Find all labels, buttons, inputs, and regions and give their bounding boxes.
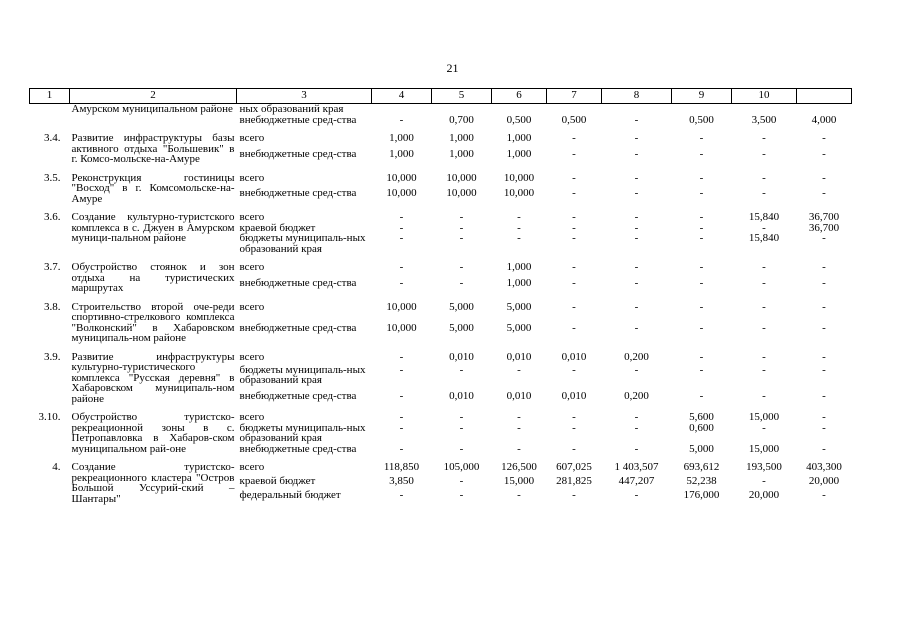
value-cell: 0,010 — [449, 389, 474, 402]
funding-source: всего — [239, 211, 265, 223]
value-cell: - — [634, 113, 639, 126]
value-cell: - — [822, 132, 826, 144]
value-cell: - — [459, 421, 464, 434]
value-cell: - — [572, 221, 576, 234]
value-cell: - — [634, 147, 639, 160]
value-cell: - — [699, 389, 704, 402]
value-cell: - — [399, 261, 404, 273]
value-cell: - — [634, 442, 639, 455]
funding-source: ных образований края — [239, 103, 344, 115]
value-cell: - — [634, 276, 639, 289]
value-cell: - — [762, 363, 766, 376]
funding-source: всего — [239, 132, 265, 144]
header-cell: 5 — [432, 89, 492, 104]
value-cell: 447,207 — [618, 475, 655, 487]
value-cell: 10,000 — [386, 187, 417, 200]
funding-source: внебюджетные сред-ства — [239, 147, 357, 160]
value-cell: - — [572, 132, 576, 144]
value-cell: 1,000 — [389, 147, 414, 160]
value-cell: 0,600 — [689, 421, 714, 434]
value-cell: - — [399, 350, 404, 363]
value-cell: 5,000 — [689, 442, 714, 455]
value-cell: - — [822, 147, 826, 160]
value-cell: 0,700 — [449, 113, 474, 126]
item-number: 3.10. — [38, 411, 61, 423]
value-cell: 1,000 — [506, 147, 532, 160]
value-cell: - — [399, 389, 404, 402]
value-cell: 3,500 — [751, 113, 777, 126]
value-cell: - — [822, 261, 826, 273]
value-cell: - — [399, 489, 404, 501]
value-cell: - — [762, 389, 766, 402]
value-cell: - — [699, 147, 704, 160]
table-row — [30, 302, 852, 323]
value-cell: 607,025 — [556, 461, 592, 473]
value-cell: 10,000 — [446, 171, 477, 184]
value-cell: 5,000 — [506, 321, 532, 334]
value-cell: - — [762, 350, 766, 363]
funding-source: бюджеты муниципаль-ных образований края — [239, 363, 366, 387]
value-cell: - — [572, 442, 576, 455]
item-number: 3.5. — [44, 171, 61, 184]
table-row — [30, 212, 852, 223]
value-cell: - — [762, 475, 766, 487]
value-cell: 36,700 — [808, 211, 840, 223]
value-cell: - — [517, 442, 521, 455]
value-cell: - — [634, 421, 639, 434]
value-cell: - — [399, 411, 404, 423]
value-cell: 5,000 — [449, 321, 474, 334]
item-name: Создание культурно-туристского комплекса в с. Джуен в Амурском муници-пальном районе — [71, 211, 235, 244]
value-cell: - — [822, 321, 826, 334]
value-cell: 1,000 — [506, 276, 532, 289]
value-cell: - — [699, 211, 704, 223]
value-cell: - — [572, 411, 576, 423]
funding-source: всего — [239, 171, 265, 184]
value-cell: - — [459, 363, 464, 376]
value-cell: - — [699, 232, 704, 244]
table-row — [30, 173, 852, 189]
value-cell: - — [634, 221, 639, 234]
value-cell: - — [634, 211, 639, 223]
value-cell: 126,500 — [501, 461, 537, 473]
value-cell: 10,000 — [503, 187, 535, 200]
value-cell: - — [459, 489, 464, 501]
value-cell: - — [699, 300, 704, 313]
value-cell: 0,010 — [449, 350, 474, 363]
value-cell: - — [459, 232, 464, 244]
value-cell — [602, 104, 672, 115]
item-name: Развитие инфраструктуры культурно-туристического комплекса "Русская деревня" в Хабаровском муниципаль-ном районе — [71, 350, 235, 405]
item-number: 3.4. — [44, 132, 61, 144]
value-cell: 1,000 — [506, 261, 532, 273]
value-cell: - — [517, 363, 521, 376]
item-number: 4. — [52, 461, 61, 473]
value-cell: - — [634, 321, 639, 334]
value-cell: - — [634, 171, 639, 184]
value-cell: 0,010 — [506, 389, 532, 402]
value-cell: - — [572, 232, 576, 244]
value-cell: - — [517, 211, 521, 223]
funding-source: всего — [239, 461, 265, 473]
value-cell: - — [399, 211, 404, 223]
value-cell: - — [459, 221, 464, 234]
header-cell: 2 — [70, 89, 237, 104]
funding-source: внебюджетные сред-ства — [239, 187, 357, 200]
value-cell: - — [459, 442, 464, 455]
value-cell: - — [459, 475, 464, 487]
value-cell: 3,850 — [389, 475, 414, 487]
funding-source: внебюджетные сред-ства — [239, 442, 357, 455]
value-cell: 176,000 — [683, 489, 720, 501]
header-cell: 6 — [492, 89, 547, 104]
funding-source: краевой бюджет — [239, 221, 316, 234]
page-number: 21 — [446, 61, 459, 75]
funding-source: всего — [239, 261, 265, 273]
table-row — [30, 104, 852, 115]
item-number: 3.9. — [44, 350, 61, 363]
item-number: 3.6. — [44, 211, 61, 223]
value-cell: - — [459, 411, 464, 423]
value-cell: - — [634, 232, 639, 244]
value-cell: - — [634, 132, 639, 144]
value-cell: 1,000 — [506, 132, 532, 144]
value-cell: 10,000 — [503, 171, 535, 184]
value-cell: - — [517, 232, 521, 244]
header-cell: 7 — [547, 89, 602, 104]
value-cell: - — [762, 421, 766, 434]
value-cell: - — [762, 171, 766, 184]
value-cell — [732, 104, 797, 115]
value-cell: 10,000 — [386, 321, 417, 334]
value-cell: - — [762, 261, 766, 273]
value-cell: - — [699, 363, 704, 376]
value-cell: - — [572, 300, 576, 313]
value-cell: - — [699, 187, 704, 200]
value-cell: - — [572, 321, 576, 334]
item-name: Амурском муниципальном районе — [71, 103, 233, 115]
value-cell: 10,000 — [446, 187, 477, 200]
value-cell: 0,500 — [689, 113, 714, 126]
value-cell: - — [399, 276, 404, 289]
value-cell: 4,000 — [811, 113, 837, 126]
value-cell: 693,612 — [683, 461, 720, 473]
value-cell: 5,000 — [506, 300, 532, 313]
item-name: Развитие инфраструктуры базы активного отдыха "Большевик" в г. Комсо-мольске-на-Амуре — [71, 132, 235, 165]
budget-table — [29, 88, 852, 504]
table-row — [30, 262, 852, 278]
value-cell: - — [517, 421, 521, 434]
funding-source: бюджеты муниципаль-ных образований края — [239, 232, 366, 255]
value-cell: 403,300 — [806, 461, 842, 473]
value-cell: 15,840 — [748, 232, 780, 244]
table-row — [30, 133, 852, 149]
value-cell: - — [572, 261, 576, 273]
value-cell: - — [634, 187, 639, 200]
value-cell: - — [572, 363, 576, 376]
value-cell: - — [572, 147, 576, 160]
header-cell — [797, 89, 852, 104]
funding-source: всего — [239, 411, 265, 423]
value-cell: - — [399, 442, 404, 455]
value-cell: - — [517, 221, 521, 234]
value-cell: - — [699, 171, 704, 184]
value-cell: - — [699, 132, 704, 144]
value-cell: - — [762, 300, 766, 313]
value-cell: - — [822, 232, 826, 244]
item-number: 3.7. — [44, 261, 61, 273]
value-cell: - — [699, 221, 704, 234]
value-cell: - — [517, 489, 521, 501]
value-cell — [797, 104, 852, 115]
value-cell: 5,600 — [689, 411, 714, 423]
value-cell: - — [572, 489, 576, 501]
value-cell: 0,010 — [561, 389, 587, 402]
funding-source: всего — [239, 300, 265, 313]
value-cell — [547, 104, 602, 115]
value-cell: - — [699, 321, 704, 334]
value-cell: 10,000 — [386, 171, 417, 184]
item-name: Обустройство стоянок и зон отдыха на туристических маршрутах — [71, 261, 235, 294]
value-cell: - — [822, 363, 826, 376]
funding-source: краевой бюджет — [239, 475, 316, 487]
value-cell: 1 403,507 — [614, 461, 659, 473]
header-cell: 1 — [30, 89, 70, 104]
value-cell: - — [822, 489, 826, 501]
value-cell: 1,000 — [449, 132, 474, 144]
value-cell: 0,200 — [624, 350, 649, 363]
value-cell: - — [634, 489, 639, 501]
item-name: Создание туристско-рекреационного кластера "Остров Большой Уссурий-ский – Шантары" — [71, 461, 235, 505]
value-cell: - — [762, 321, 766, 334]
value-cell: 20,000 — [808, 475, 840, 487]
funding-source: внебюджетные сред-ства — [239, 113, 357, 126]
value-cell: 15,000 — [503, 475, 535, 487]
value-cell: 15,000 — [748, 411, 780, 423]
value-cell: - — [459, 211, 464, 223]
value-cell: 5,000 — [449, 300, 474, 313]
value-cell: - — [572, 276, 576, 289]
value-cell: - — [399, 113, 404, 126]
value-cell: - — [822, 171, 826, 184]
value-cell: 105,000 — [443, 461, 480, 473]
value-cell: - — [762, 276, 766, 289]
value-cell — [672, 104, 732, 115]
value-cell: - — [399, 421, 404, 434]
funding-source: внебюджетные сред-ства — [239, 276, 357, 289]
value-cell: 0,200 — [624, 389, 649, 402]
value-cell: - — [517, 411, 521, 423]
value-cell: - — [822, 300, 826, 313]
value-cell: - — [634, 363, 639, 376]
value-cell — [372, 104, 432, 115]
value-cell: 15,840 — [748, 211, 780, 223]
header-cell: 8 — [602, 89, 672, 104]
value-cell: - — [572, 211, 576, 223]
header-cell: 9 — [672, 89, 732, 104]
value-cell: 281,825 — [556, 475, 592, 487]
header-cell: 4 — [372, 89, 432, 104]
value-cell: - — [634, 411, 639, 423]
value-cell: 118,850 — [383, 461, 420, 473]
header-cell: 10 — [732, 89, 797, 104]
value-cell: 0,500 — [561, 113, 587, 126]
value-cell: - — [762, 132, 766, 144]
value-cell: - — [459, 261, 464, 273]
value-cell: - — [699, 276, 704, 289]
funding-source: федеральный бюджет — [239, 489, 341, 501]
item-name: Обустройство туристско-рекреационной зоны в с. Петропавловка в Хабаров-ском муниципальном рай-оне — [71, 411, 235, 455]
header-cell: 3 — [237, 89, 372, 104]
funding-source: внебюджетные сред-ства — [239, 321, 357, 334]
value-cell: 1,000 — [449, 147, 474, 160]
value-cell: - — [822, 442, 826, 455]
value-cell: 1,000 — [389, 132, 414, 144]
value-cell: - — [399, 363, 404, 376]
table-header — [30, 89, 852, 104]
item-name: Реконструкция гостиницы "Восход" в г. Комсомольске-на-Амуре — [71, 171, 235, 205]
value-cell: 52,238 — [686, 475, 717, 487]
value-cell: 0,010 — [506, 350, 532, 363]
value-cell: - — [822, 276, 826, 289]
value-cell: - — [822, 421, 826, 434]
value-cell — [432, 104, 492, 115]
value-cell: - — [399, 232, 404, 244]
value-cell: 0,010 — [561, 350, 587, 363]
funding-source: всего — [239, 350, 265, 363]
value-cell: - — [572, 171, 576, 184]
value-cell: 20,000 — [748, 489, 780, 501]
value-cell: 0,500 — [506, 113, 532, 126]
value-cell: 10,000 — [386, 300, 417, 313]
value-cell: - — [634, 300, 639, 313]
item-name: Строительство второй оче-реди спортивно-стрелкового комплекса "Волконский" в Хабаровском муниципаль-ном районе — [71, 300, 235, 344]
funding-source: бюджеты муниципаль-ных образований края — [239, 421, 366, 444]
value-cell: - — [634, 261, 639, 273]
value-cell: 36,700 — [808, 221, 840, 234]
value-cell: - — [699, 261, 704, 273]
value-cell: - — [762, 221, 766, 234]
table-row — [30, 462, 852, 476]
value-cell: - — [762, 187, 766, 200]
value-cell: - — [699, 350, 704, 363]
table-row — [30, 352, 852, 365]
item-number — [30, 104, 70, 126]
value-cell: - — [822, 350, 826, 363]
value-cell: 193,500 — [746, 461, 782, 473]
value-cell: 15,000 — [748, 442, 780, 455]
value-cell: - — [822, 389, 826, 402]
value-cell: - — [459, 276, 464, 289]
value-cell: - — [762, 147, 766, 160]
item-number: 3.8. — [44, 300, 61, 313]
value-cell: - — [572, 187, 576, 200]
funding-source: внебюджетные сред-ства — [239, 389, 357, 402]
value-cell: - — [399, 221, 404, 234]
value-cell — [492, 104, 547, 115]
value-cell: - — [822, 411, 826, 423]
value-cell: - — [822, 187, 826, 200]
value-cell: - — [572, 421, 576, 434]
table-row — [30, 412, 852, 423]
